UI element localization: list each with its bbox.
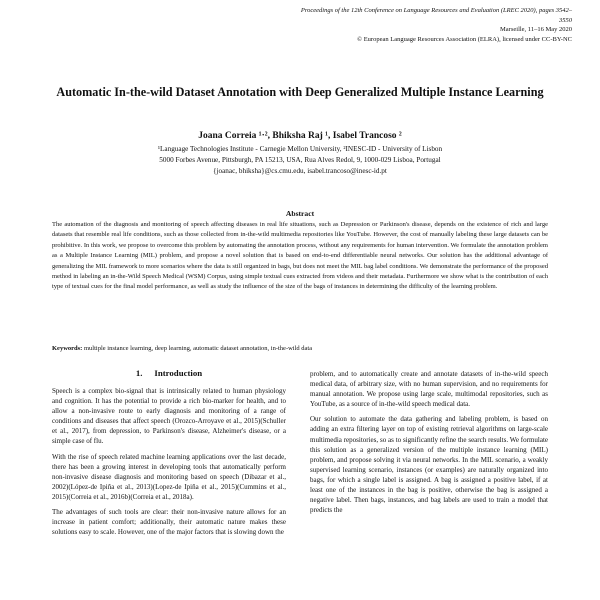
keywords-label: Keywords: <box>52 345 83 352</box>
proceedings-header <box>292 6 572 44</box>
paragraph: problem, and to automatically create and annotate datasets of in-the-wild speech medical data, of arbitrary size, with no human supervision, and no requirements for manual annotation. We propose using large scale, multimodal repositories, such as YouTube, as a source of in-the-wild speech medical data. <box>310 370 548 409</box>
paper-title: Automatic In-the-wild Dataset Annotation with Deep Generalized Multiple Instance Learning <box>56 85 544 99</box>
keywords-list: multiple instance learning, deep learning, automatic dataset annotation, in-the-wild data <box>83 345 313 352</box>
section-heading <box>52 368 286 378</box>
paragraph: Our solution to automate the data gathering and labeling problem, is based on adding an extra filtering layer on top of existing retrieval algorithms on large-scale multimedia repositories, so as to significantly refine the search results. We formulate this solution as a generalized version of the multiple instance learning (MIL) problem, and propose solving it via neural networks. In the MIL scenario, a weakly supervised learning scenario, instances (or examples) are naturally organized into bags, for which a single label is assigned. A bag is assigned a positive label, if at least one of the instances in the bag is positive, otherwise the bag is assigned a negative label. Then bags, instances, and bag labels are used to train a model that predicts the <box>310 415 548 515</box>
right-column <box>310 369 548 520</box>
left-column <box>52 386 286 542</box>
paragraph: Speech is a complex bio-signal that is intrinsically related to human physiology and cognition. It has the potential to provide a rich bio-marker for health, and to allow a non-invasive route to early diagnosis and monitoring of a range of conditions and diseases that affect speech (Orozco-Arroyave et al., 2015)(Schuller et al., 2017), from depression, to Parkinson's disease, Alzheimer's disease, or a simple case of flu. <box>52 387 286 446</box>
author-list: Joana Correia ¹·², Bhiksha Raj ¹, Isabel Trancoso ² <box>198 131 402 141</box>
section-title: Introduction <box>154 368 203 378</box>
license-line: © European Language Resources Association (ELRA), licensed under CC-BY-NC <box>357 35 572 43</box>
author-emails: {joanac, bhiksha}@cs.cmu.edu, isabel.trancoso@inesc-id.pt <box>213 167 387 175</box>
keywords-line <box>52 344 548 354</box>
section-number: 1. <box>135 368 143 378</box>
affiliation-institutes: ¹Language Technologies Institute - Carnegie Mellon University, ²INESC-ID - University of Lisbon <box>157 145 443 153</box>
venue-line: Proceedings of the 12th Conference on Language Resources and Evaluation (LREC 2020), pages 3542–3550 <box>300 7 572 24</box>
paragraph: With the rise of speech related machine learning applications over the last decade, there has been a growing interest in developing tools that automatically perform non-invasive disease diagnosis and monitoring based on speech (Dibazar et al., 2002)(López-de Ipiña et al., 2013)(Lopez-de Ipiña et al., 2015)(Cummins et al., 2015)(Correia et al., 2016b)(Correia et al., 2018a). <box>52 452 286 501</box>
affiliation-addresses: 5000 Forbes Avenue, Pittsburgh, PA 15213, USA, Rua Alves Redol, 9, 1000-029 Lisboa, Portugal <box>159 156 441 164</box>
paragraph: The advantages of such tools are clear: their non-invasive nature allows for an increase in patient comfort; additionally, their automatic nature makes these solutions easy to scale. However, one of the major factors that is slowing down the <box>52 508 286 537</box>
abstract-heading: Abstract <box>285 209 315 218</box>
abstract-text: The automation of the diagnosis and monitoring of speech affecting diseases in real life situations, such as Depression or Parkinson's disease, depends on the existence of rich and large datasets that resemble real life conditions, such as those collected from in-the-wild multimedia repositories like YouTube. However, the cost of manually labeling these large datasets can be prohibitive. In this work, we propose to overcome this problem by automating the annotation process, without any requirements for human intervention. We formulate the annotation problem as a Multiple Instance Learning (MIL) problem, and propose a novel solution that is based on end-to-end differentiable neural networks. Our solution has the additional advantage of generalizing the MIL framework to more scenarios where the data is still organized in bags, but does not meet the MIL bag label conditions. We demonstrate the performance of the proposed method in labeling an in-the-Wild Speech Medical (WSM) Corpus, using simple textual cues extracted from videos and their metadata. Furthermore we show what is the contribution of each type of textual cues for the final model performance, as well as study the influence of the size of the bags of instances in determining the difficulty of the learning problem. <box>52 221 548 291</box>
place-line: Marseille, 11–16 May 2020 <box>500 26 572 33</box>
